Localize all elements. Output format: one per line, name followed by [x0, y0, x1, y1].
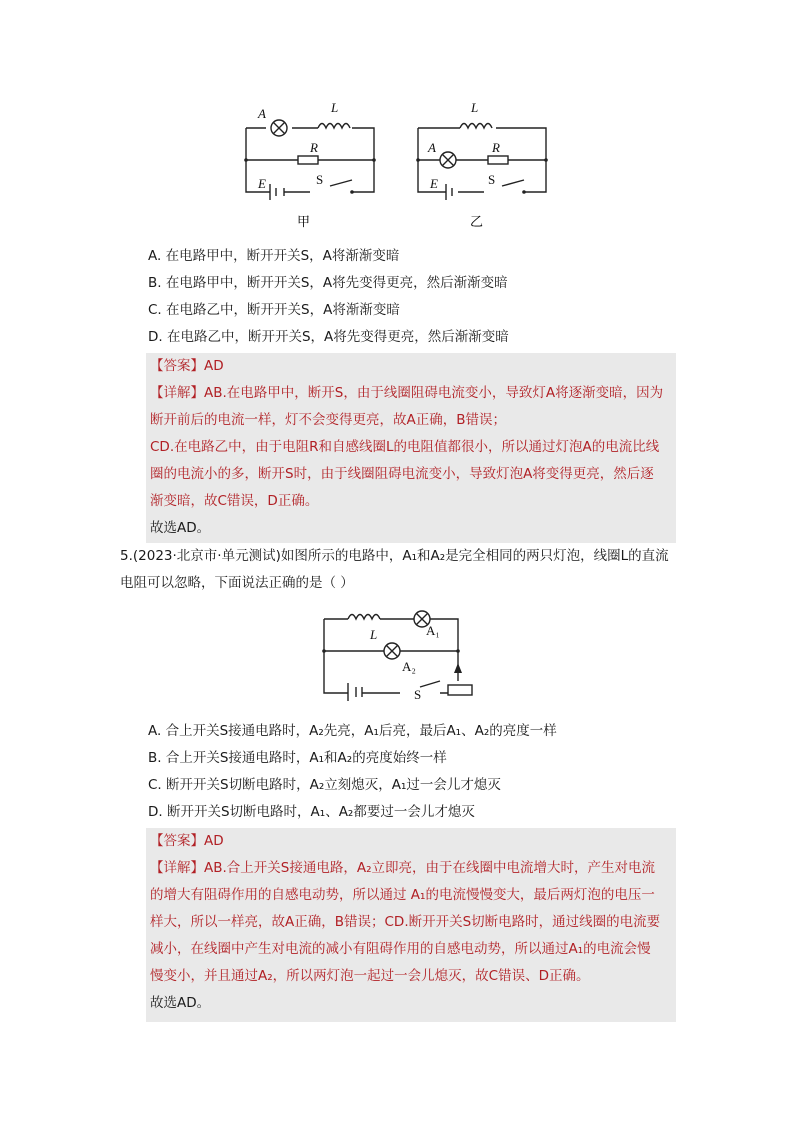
- fig1-label-battery: E: [258, 176, 266, 191]
- fig1b-label-inductor: L: [471, 100, 479, 115]
- fig1b-label-battery: E: [430, 176, 438, 191]
- q5-detail-line-1: 【详解】AB.合上开关S接通电路，A₂立即亮，由于在线圈中电流增大时，产生对电流: [150, 860, 656, 876]
- caption-yi: 乙: [470, 214, 484, 229]
- fig1-label-switch: S: [316, 172, 324, 187]
- q5-detail-line-3: 样大，所以一样亮，故A正确，B错误；CD.断开开关S切断电路时，通过线圈的电流要: [150, 914, 661, 930]
- q4-option-d: D. 在电路乙中，断开开关S，A将先变得更亮，然后渐渐变暗: [148, 329, 509, 345]
- q4-detail-line-5: 渐变暗，故C错误，D正确。: [150, 493, 319, 509]
- circuit-figure-q5: [318, 603, 478, 703]
- q4-option-b: B. 在电路甲中，断开开关S，A将先变得更亮，然后渐渐变暗: [148, 275, 508, 291]
- fig2-label-inductor: L: [370, 627, 378, 642]
- q5-detail-line-5: 慢变小，并且通过A₂，所以两灯泡一起过一会儿熄灭，故C错误、D正确。: [150, 968, 590, 984]
- fig1b-label-switch: S: [488, 172, 496, 187]
- fig1b-label-resistor: R: [492, 140, 500, 155]
- fig1-label-resistor: R: [310, 140, 318, 155]
- caption-jia: 甲: [297, 214, 311, 229]
- q4-detail-line-3: CD.在电路乙中，由于电阻R和自感线圈L的电阻值都很小，所以通过灯泡A的电流比线: [150, 439, 660, 455]
- q4-choose-line: 故选AD。: [150, 520, 211, 536]
- fig1-label-inductor: L: [331, 100, 339, 115]
- q4-detail-line-1: 【详解】AB.在电路甲中，断开S，由于线圈阻碍电流变小，导致灯A将逐渐变暗，因为: [150, 385, 664, 401]
- q5-option-c: C. 断开开关S切断电路时，A₂立刻熄灭，A₁过一会儿才熄灭: [148, 777, 501, 793]
- q4-detail-line-2: 断开前后的电流一样，灯不会变得更亮，故A正确，B错误；: [150, 412, 506, 428]
- circuit-figure-jia-yi: [230, 92, 570, 237]
- q4-option-a: A. 在电路甲中，断开开关S，A将渐渐变暗: [148, 248, 400, 264]
- q5-stem-line-1: 5.(2023·北京市·单元测试)如图所示的电路中，A₁和A₂是完全相同的两只灯泡，线圈L的直流: [120, 548, 669, 564]
- q5-option-d: D. 断开开关S切断电路时，A₁、A₂都要过一会儿才熄灭: [148, 804, 475, 820]
- q5-detail-line-4: 减小，在线圈中产生对电流的减小有阻碍作用的自感电动势，所以通过A₁的电流会慢: [150, 941, 651, 957]
- q5-detail-line-2: 的增大有阻碍作用的自感电动势，所以通过 A₁的电流慢慢变大，最后两灯泡的电压一: [150, 887, 655, 903]
- q4-detail-line-4: 圈的电流小的多，断开S时，由于线圈阻碍电流变小，导致灯泡A将变得更亮，然后逐: [150, 466, 654, 482]
- q5-option-a: A. 合上开关S接通电路时，A₂先亮，A₁后亮，最后A₁、A₂的亮度一样: [148, 723, 557, 739]
- fig2-label-switch: S: [414, 687, 422, 702]
- q5-choose-line: 故选AD。: [150, 995, 211, 1011]
- q4-option-c: C. 在电路乙中，断开开关S，A将渐渐变暗: [148, 302, 400, 318]
- q5-answer: 【答案】AD: [150, 833, 224, 849]
- fig1-label-lamp: A: [258, 106, 266, 121]
- q5-option-b: B. 合上开关S接通电路时，A₁和A₂的亮度始终一样: [148, 750, 447, 766]
- q5-stem-line-2: 电阻可以忽略，下面说法正确的是（ ）: [120, 575, 354, 591]
- fig2-label-lamp2: A₂: [402, 659, 416, 674]
- fig1b-label-lamp: A: [428, 140, 436, 155]
- fig2-label-lamp1: A₁: [426, 623, 440, 638]
- q4-answer: 【答案】AD: [150, 358, 224, 374]
